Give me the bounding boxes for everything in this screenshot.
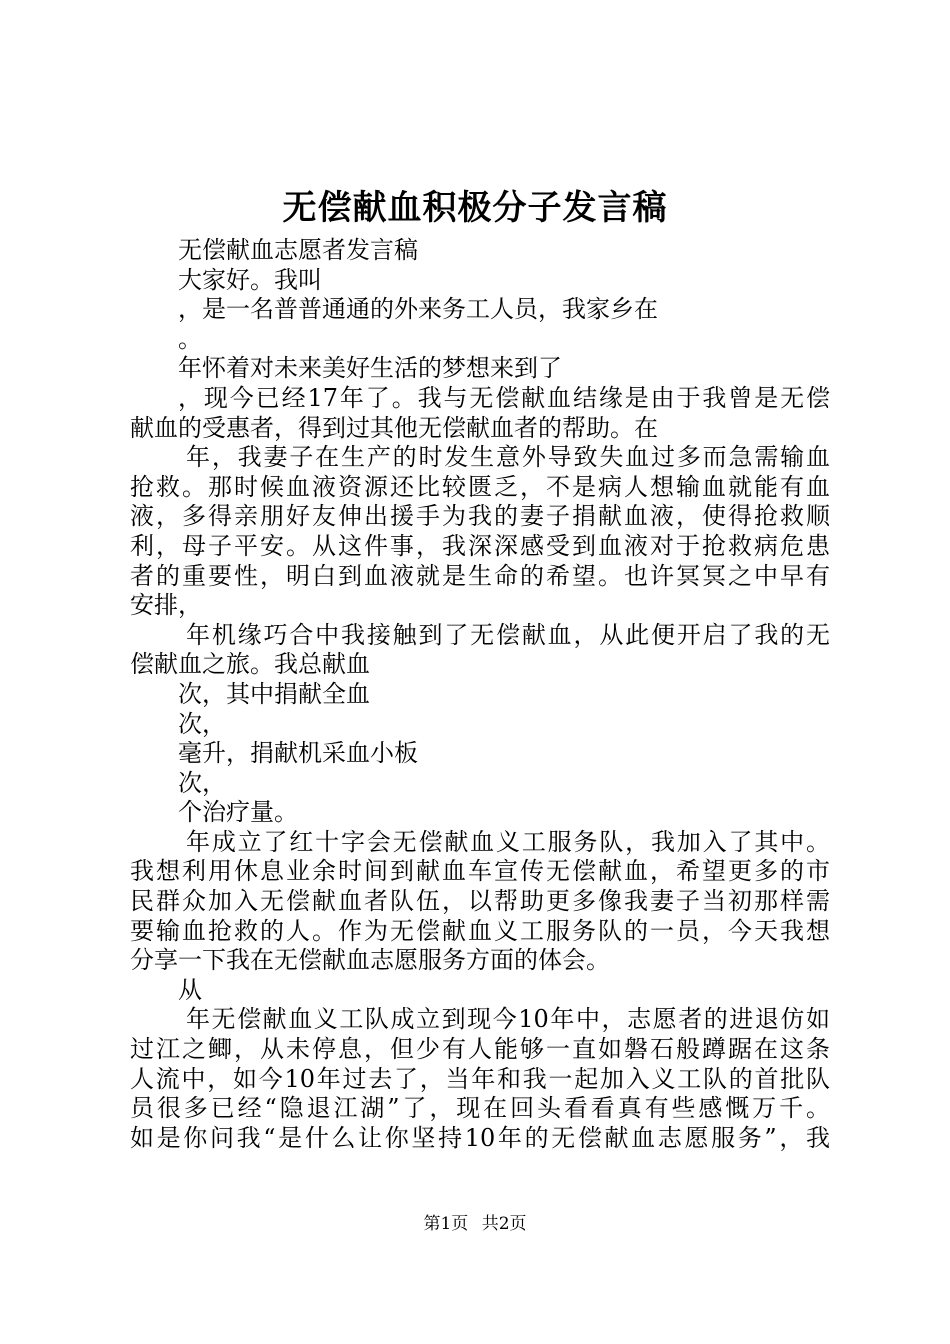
body-line: 次，其中捐献全血 xyxy=(178,679,370,708)
body-line: 安排， xyxy=(130,591,202,620)
body-line: 年怀着对未来美好生活的梦想来到了 xyxy=(178,354,562,383)
document-body xyxy=(130,236,830,1153)
body-line: 如是你问我“是什么让你坚持10年的无偿献血志愿服务”，我 xyxy=(130,1123,830,1152)
body-line: 年机缘巧合中我接触到了无偿献血，从此便开启了我的无 xyxy=(186,620,830,649)
body-line: 次， xyxy=(178,768,226,797)
body-line: 毫升，捐献机采血小板 xyxy=(178,739,418,768)
page-footer xyxy=(0,1212,950,1236)
body-line: 我想利用休息业余时间到献血车宣传无偿献血，希望更多的市 xyxy=(130,857,830,886)
body-line: 个治疗量。 xyxy=(178,798,298,827)
body-line: 员很多已经“隐退江湖”了，现在回头看看真有些感慨万千。 xyxy=(130,1094,830,1123)
body-line: 液，多得亲朋好友伸出援手为我的妻子捐献血液，使得抢救顺 xyxy=(130,502,830,531)
body-line: 次， xyxy=(178,709,226,738)
body-line: 年无偿献血义工队成立到现今10年中，志愿者的进退仿如 xyxy=(186,1005,830,1034)
body-line: ，是一名普普通通的外来务工人员，我家乡在 xyxy=(178,295,658,324)
body-line: 利，母子平安。从这件事，我深深感受到血液对于抢救病危患 xyxy=(130,531,830,560)
body-line: 抢救。那时候血液资源还比较匮乏，不是病人想输血就能有血 xyxy=(130,472,830,501)
body-line: ，现今已经17年了。我与无偿献血结缘是由于我曾是无偿 xyxy=(178,383,830,412)
page-number: 第1页 xyxy=(423,1214,469,1234)
body-line: 无偿献血志愿者发言稿 xyxy=(178,236,418,264)
document-title: 无偿献血积极分子发言稿 xyxy=(282,188,668,228)
body-line: 过江之鲫，从未停息，但少有人能够一直如磐石般蹲踞在这条 xyxy=(130,1035,830,1064)
body-line: 献血的受惠者，得到过其他无偿献血者的帮助。在 xyxy=(130,413,658,442)
body-line: 人流中，如今10年过去了，当年和我一起加入义工队的首批队 xyxy=(130,1064,830,1093)
body-line: 民群众加入无偿献血者队伍，以帮助更多像我妻子当初那样需 xyxy=(130,887,830,916)
body-line: 者的重要性，明白到血液就是生命的希望。也许冥冥之中早有 xyxy=(130,561,830,590)
body-line: 年，我妻子在生产的时发生意外导致失血过多而急需输血 xyxy=(186,443,830,472)
body-line: 。 xyxy=(178,324,202,353)
body-line: 要输血抢救的人。作为无偿献血义工服务队的一员，今天我想 xyxy=(130,916,830,945)
page-total: 共2页 xyxy=(481,1214,527,1234)
body-line: 偿献血之旅。我总献血 xyxy=(130,650,370,679)
body-line: 大家好。我叫 xyxy=(178,265,322,294)
body-line: 分享一下我在无偿献血志愿服务方面的体会。 xyxy=(130,946,610,975)
body-line: 从 xyxy=(178,975,202,1004)
body-line: 年成立了红十字会无偿献血义工服务队，我加入了其中。 xyxy=(186,827,830,856)
